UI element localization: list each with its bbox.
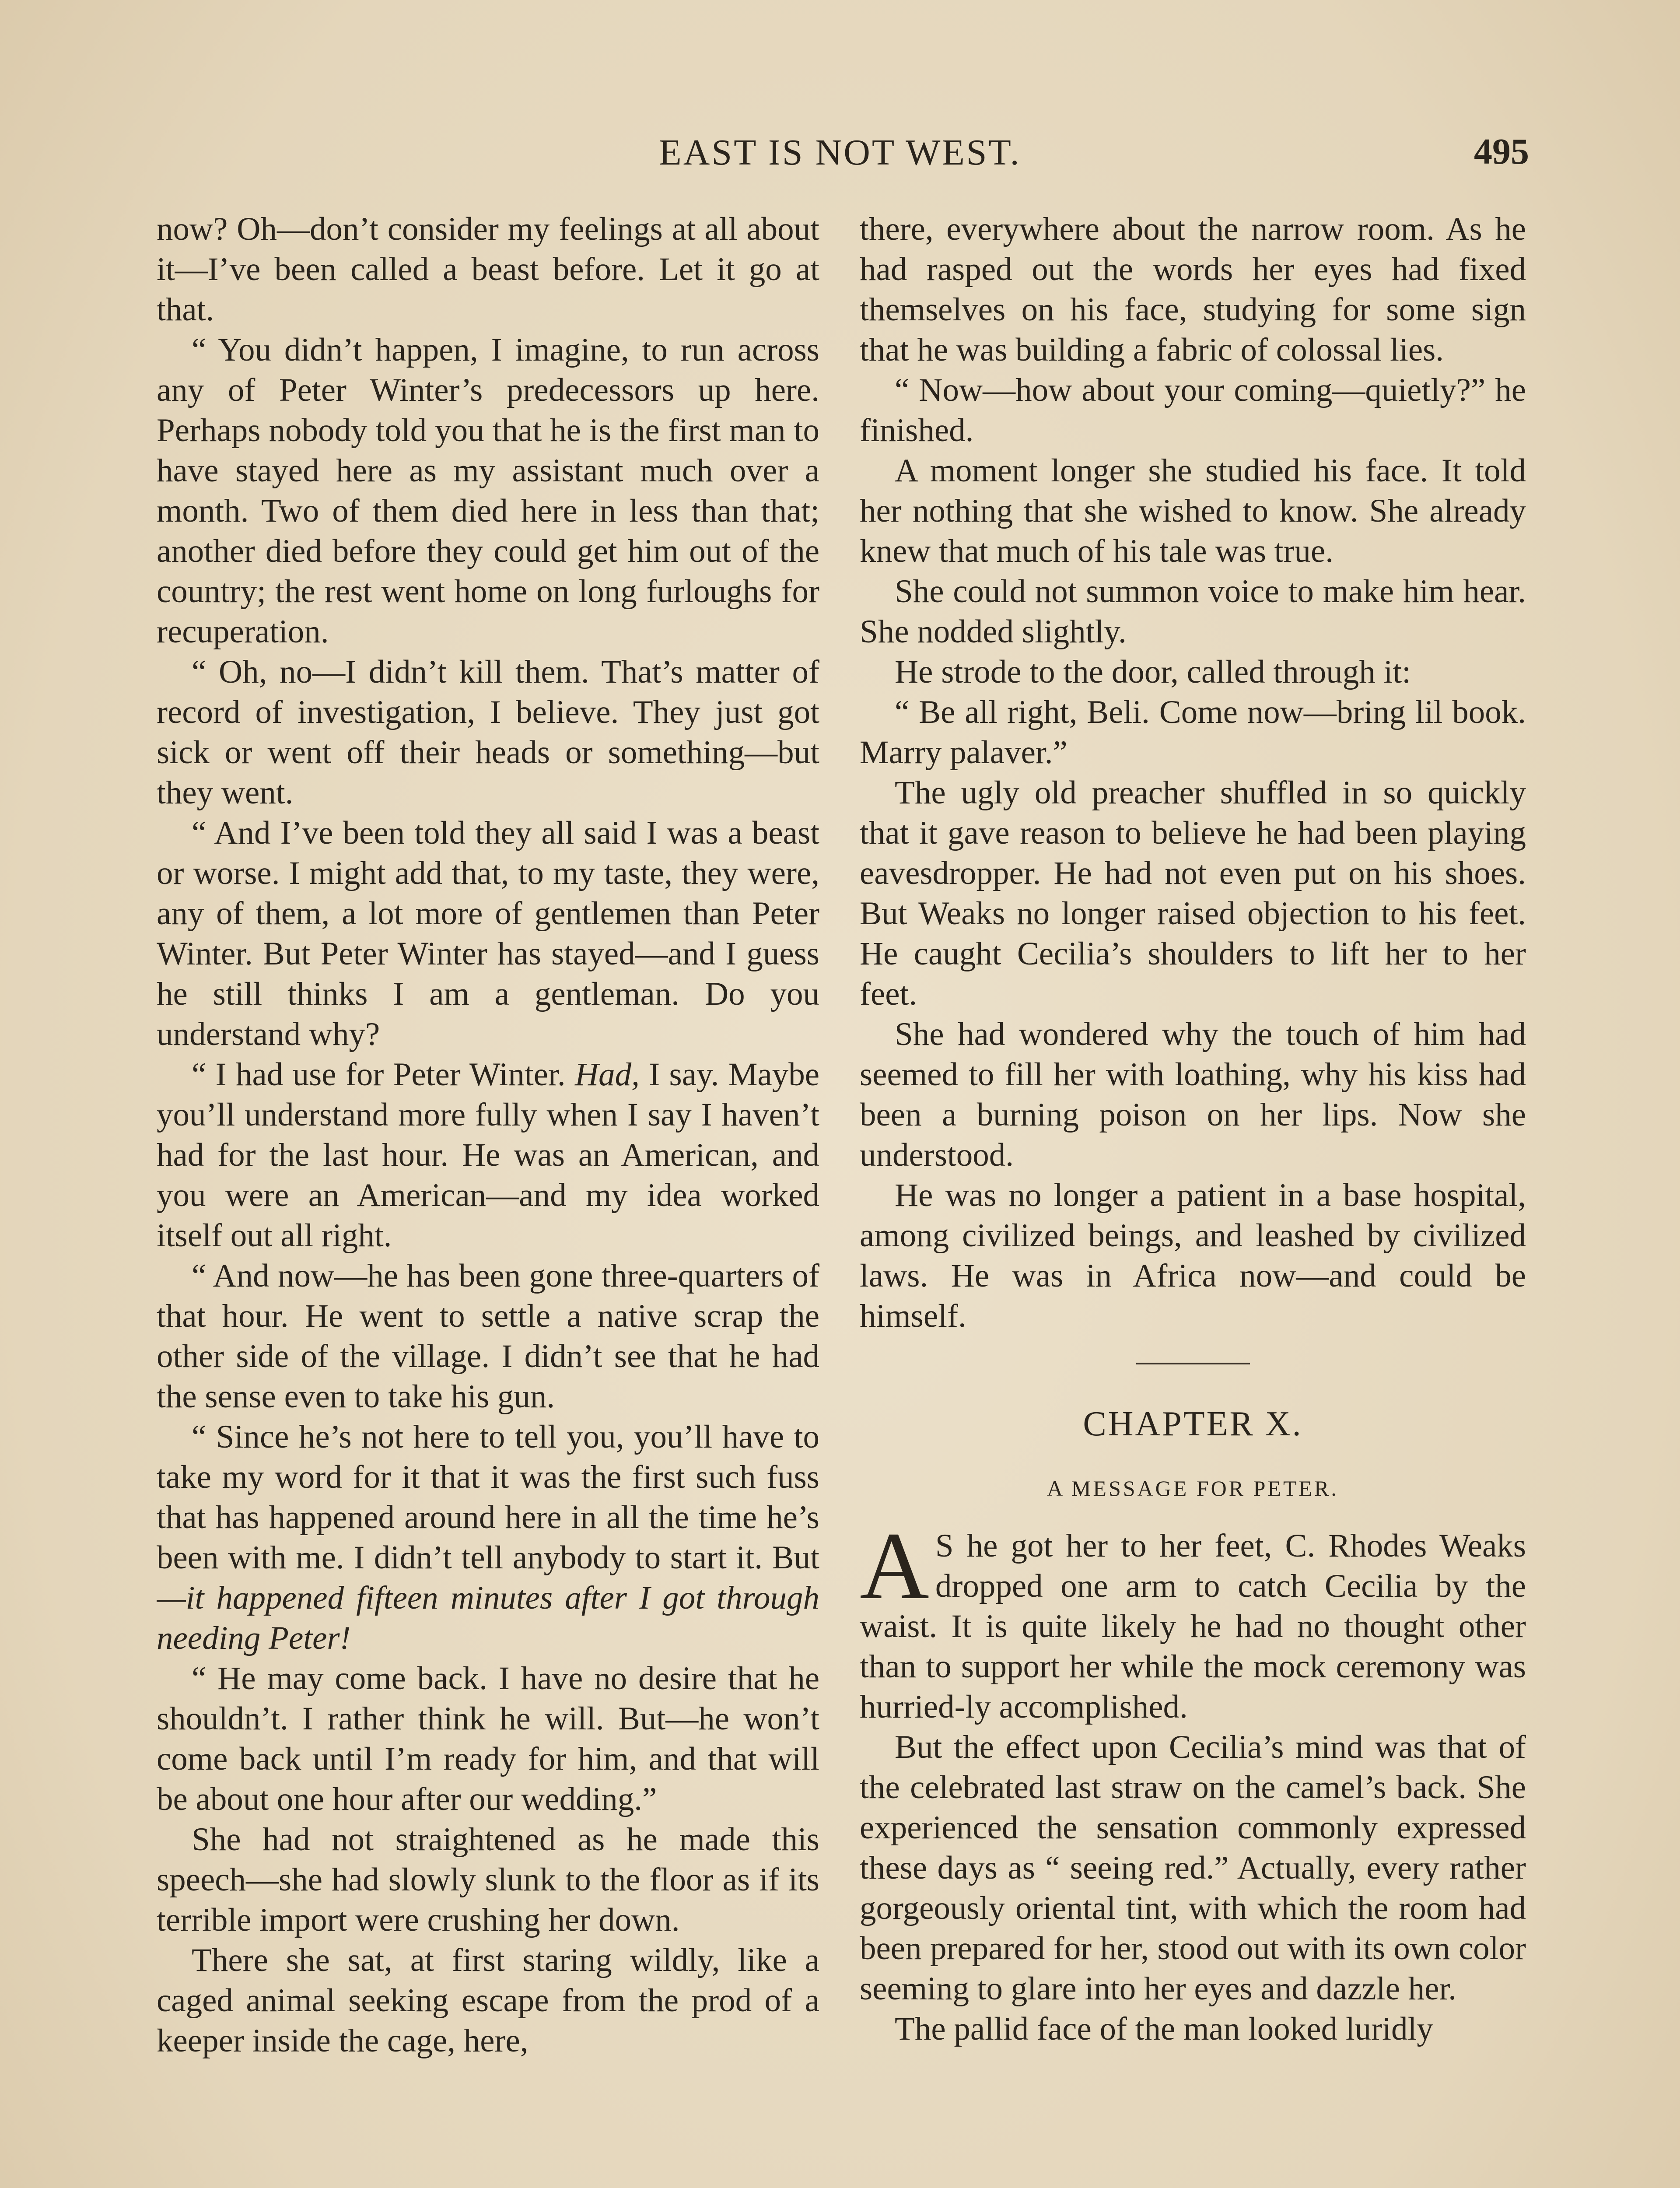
chapter-subtitle: A MESSAGE FOR PETER.	[1047, 1476, 1339, 1501]
paragraph: “ Now—how about your coming—quietly?” he finished.	[860, 372, 1526, 449]
paragraph: She had wondered why the touch of him had seemed to fill her with loathing, why his kiss had been a burning poison on her lips. Now she understood.	[860, 1016, 1526, 1173]
paragraph: But the effect upon Cecilia’s mind was that of the celebrated last straw on the camel’s back. She experienced the sensation commonly expressed these days as “ seeing red.” Actually, every rather gorgeously oriental tint, with which the room had been prepared for her, stood out with its own color seeming to glare into her eyes and dazzle her.	[860, 1729, 1526, 2007]
chapter-opening-paragraph	[860, 1512, 1526, 1727]
paragraph: “ You didn’t happen, I imagine, to run across any of Peter Winter’s predecessors up here. Perhaps nobody told you that he is the first man to have stayed here as my assistant much over a month. Two of them died here in less than that; another died before they could get him out of the country; the rest went home on long furloughs for recuperation.	[157, 332, 819, 650]
paragraph: “ Oh, no—I didn’t kill them. That’s matter of record of investigation, I believe. They just got sick or went off their heads or something—but they went.	[157, 654, 819, 811]
paragraph: There she sat, at first staring wildly, like a caged animal seeking escape from the prod of a keeper inside the cage, here,	[157, 1942, 819, 2059]
paragraph: “ And now—he has been gone three-quarters of that hour. He went to settle a native scrap the other side of the village. I didn’t see that he had the sense even to take his gun.	[157, 1258, 819, 1415]
right-column	[860, 209, 1526, 2188]
emphasis-text: Had,	[574, 1056, 640, 1093]
running-title: EAST IS NOT WEST.	[659, 132, 1021, 173]
paragraph	[157, 1055, 819, 1256]
section-divider	[1136, 1363, 1250, 1364]
left-column	[157, 209, 819, 2188]
paragraph: The ugly old preacher shuffled in so quickly that it gave reason to believe he had been playing eavesdropper. He had not even put on his shoes. But Weaks no longer raised objection to his feet. He caught Cecilia’s shoulders to lift her to her feet.	[860, 775, 1526, 1012]
paragraph-text: “ I had use for Peter Winter.	[192, 1056, 566, 1093]
paragraph: The pallid face of the man looked luridly	[895, 2011, 1433, 2047]
paragraph: “ And I’ve been told they all said I was a beast or worse. I might add that, to my taste, they were, any of them, a lot more of gentlemen than Peter Winter. But Peter Winter has stayed—and I guess he still thinks I am a gentleman. Do you understand why?	[157, 815, 819, 1052]
paragraph-text: S he got her to her feet, C. Rhodes Weaks dropped one arm to catch Cecilia by the waist. It is quite likely he had no thought other than to support her while the mock ceremony was hurried-ly accomplished.	[860, 1528, 1526, 1725]
emphasis-text: —it happened fifteen minutes after I got through needing Peter!	[157, 1580, 819, 1656]
paragraph: now? Oh—don’t consider my feelings at all about it—I’ve been called a beast before. Let it go at that.	[157, 211, 819, 328]
paragraph: He strode to the door, called through it:	[895, 654, 1411, 690]
drop-cap: A	[860, 1512, 929, 1619]
chapter-heading: CHAPTER X.	[1083, 1405, 1303, 1443]
paragraph: He was no longer a patient in a base hospital, among civilized beings, and leashed by civilized laws. He was in Africa now—and could be himself.	[860, 1177, 1526, 1334]
paragraph: “ Be all right, Beli. Come now—bring lil book. Marry palaver.”	[860, 694, 1526, 771]
paragraph	[157, 1417, 819, 1659]
paragraph: there, everywhere about the narrow room. As he had rasped out the words her eyes had fixed themselves on his face, studying for some sign that he was building a fabric of colossal lies.	[860, 211, 1526, 368]
paragraph-text: “ Since he’s not here to tell you, you’ll have to take my word for it that it was the first such fuss that has happened around here in all the time he’s been with me. I didn’t tell anybody to start it. But	[157, 1419, 819, 1576]
paragraph: She could not summon voice to make him hear. She nodded slightly.	[860, 573, 1526, 650]
page-number: 495	[1474, 131, 1529, 172]
paragraph: A moment longer she studied his face. It told her nothing that she wished to know. She already knew that much of his tale was true.	[860, 452, 1526, 569]
paragraph: She had not straightened as he made this speech—she had slowly slunk to the floor as if its terrible import were crushing her down.	[157, 1821, 819, 1938]
paragraph-text: I say. Maybe you’ll understand more fully when I say I haven’t had for the last hour. He was an American, and you were an American—and my idea worked itself out all right.	[157, 1056, 819, 1254]
paragraph: “ He may come back. I have no desire that he shouldn’t. I rather think he will. But—he won’t come back until I’m ready for him, and that will be about one hour after our wedding.”	[157, 1660, 819, 1817]
